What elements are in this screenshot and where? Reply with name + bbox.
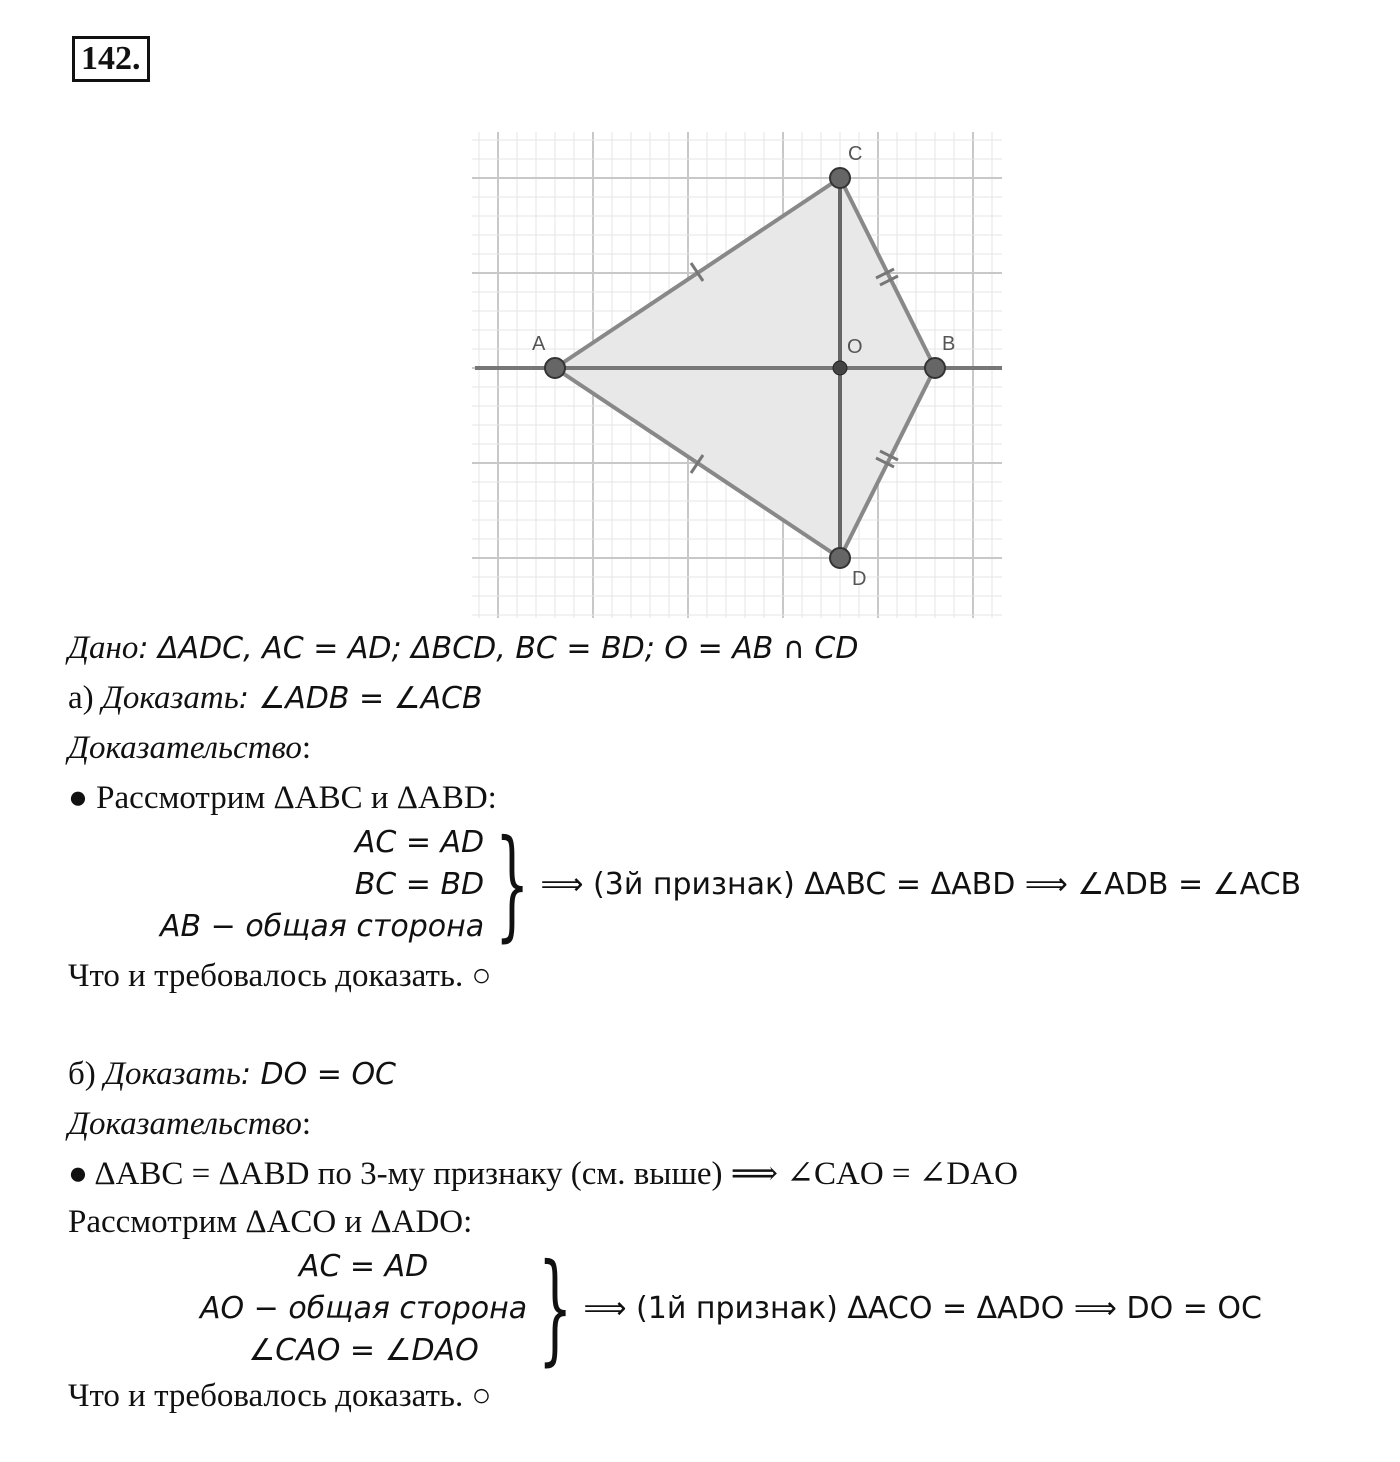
part-a-proof-word: Доказательство <box>68 730 302 766</box>
part-b-row-3: ∠CAO = ∠DAO <box>248 1333 479 1368</box>
point-o <box>833 361 847 375</box>
given-word: Дано <box>68 630 139 666</box>
part-b-row-2: AO − общая сторона <box>200 1291 528 1326</box>
part-b-prove-body: : DO = OC <box>240 1057 397 1092</box>
label-c: C <box>848 143 863 165</box>
part-b-prove-word: Доказать <box>104 1056 241 1092</box>
part-a-row-3: AB − общая сторона <box>160 909 485 944</box>
part-b-system-rows <box>200 1246 527 1372</box>
part-b-system <box>200 1239 1262 1378</box>
part-a-system-result: ⟹ (3й признак) ΔABC = ΔABD ⟹ ∠ADB = ∠ACB <box>540 867 1302 902</box>
part-b-proof-word: Доказательство <box>68 1106 302 1142</box>
label-b: B <box>942 333 956 355</box>
part-a-prefix: а) <box>68 680 102 716</box>
part-a-prove-line <box>68 678 483 719</box>
point-c <box>830 168 850 188</box>
part-b-bullet: ● ΔABC = ΔABD по 3-му признаку (см. выше) ⟹ ∠CAO = ∠DAO <box>68 1156 1018 1192</box>
part-a-row-2: BC = BD <box>354 867 485 902</box>
label-o: O <box>847 336 863 358</box>
part-a-bullet: ● Рассмотрим ΔABC и ΔABD: <box>68 780 497 816</box>
label-a: A <box>532 333 546 355</box>
part-b-system-result: ⟹ (1й признак) ΔACO = ΔADO ⟹ DO = OC <box>583 1291 1262 1326</box>
part-b-proof-colon: : <box>301 1106 312 1142</box>
point-d <box>830 548 850 568</box>
part-b-proof-heading <box>68 1104 311 1144</box>
part-a-brace: } <box>495 815 530 954</box>
geometry-figure <box>470 130 1010 620</box>
part-a-proof-colon: : <box>301 730 312 766</box>
part-a-row-1: AC = AD <box>354 825 485 860</box>
problem-number: 142. <box>72 36 150 82</box>
part-a-proof-heading <box>68 728 311 768</box>
point-a <box>545 358 565 378</box>
part-a-prove-word: Доказать <box>101 680 239 716</box>
part-b-row-1: AC = AD <box>298 1249 429 1284</box>
part-b-prove-line <box>68 1054 396 1095</box>
label-d: D <box>852 568 867 590</box>
part-b-brace: } <box>538 1239 573 1378</box>
given-line <box>68 628 858 669</box>
part-a-system <box>160 815 1302 954</box>
part-b-consider: Рассмотрим ΔACO и ΔADO: <box>68 1204 473 1240</box>
part-a-system-rows <box>160 822 484 948</box>
part-b-prefix: б) <box>68 1056 105 1092</box>
given-body: : ΔADC, AC = AD; ΔBCD, BC = BD; O = AB ∩ CD <box>138 631 859 666</box>
part-a-conclusion: Что и требовалось доказать. ○ <box>68 958 492 994</box>
part-b-conclusion: Что и требовалось доказать. ○ <box>68 1378 492 1414</box>
part-a-prove-body: : ∠ADB = ∠ACB <box>238 681 483 716</box>
point-b <box>925 358 945 378</box>
